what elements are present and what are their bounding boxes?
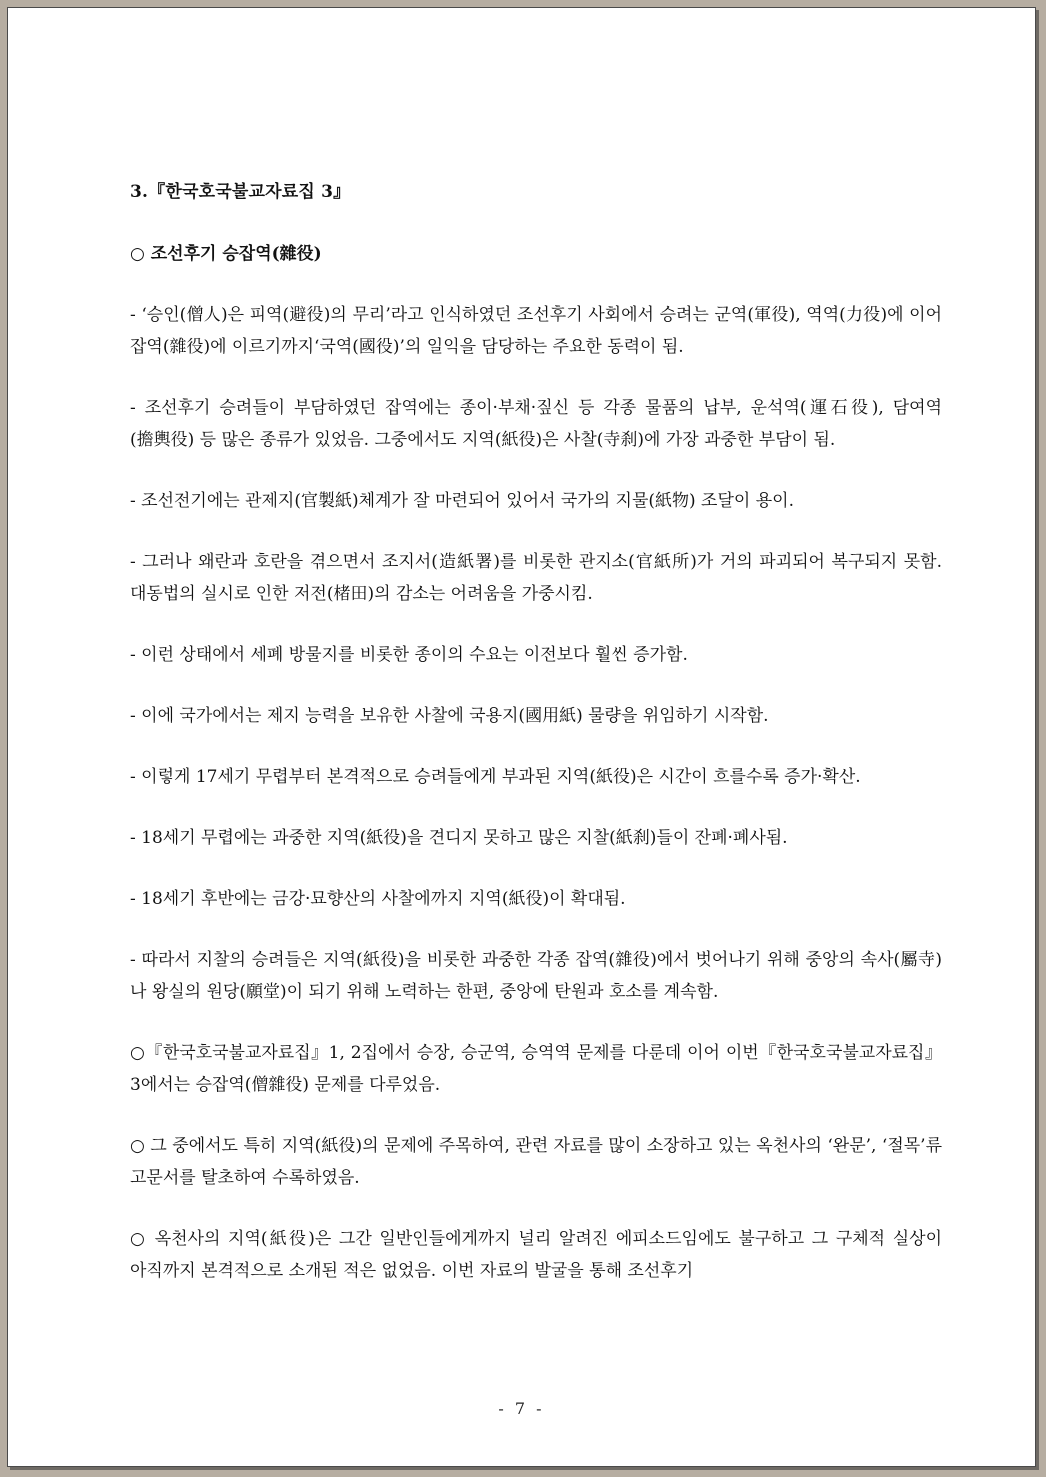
paragraph-10: - 따라서 지찰의 승려들은 지역(紙役)을 비롯한 과중한 각종 잡역(雜役)에서 벗어나기 위해 중앙의 속사(屬寺)나 왕실의 원당(願堂)이 되기 위해 노력하는 한편, 중앙에 탄원과 호소를 계속함. (130, 950, 942, 1002)
document-page (7, 7, 1036, 1467)
section-heading: 3.『한국호국불교자료집 3』 (130, 182, 351, 202)
paragraph-12: ○ 그 중에서도 특히 지역(紙役)의 문제에 주목하여, 관련 자료를 많이 소장하고 있는 옥천사의 ‘완문’, ‘절목’류 고문서를 탈초하여 수록하였음. (130, 1136, 942, 1188)
paragraph-5: - 이런 상태에서 세폐 방물지를 비롯한 종이의 수요는 이전보다 훨씬 증가함. (130, 645, 688, 665)
document-body (130, 176, 942, 1316)
paragraph-6: - 이에 국가에서는 제지 능력을 보유한 사찰에 국용지(國用紙) 물량을 위임하기 시작함. (130, 706, 769, 726)
paragraph-1: - ‘승인(僧人)은 피역(避役)의 무리’라고 인식하였던 조선후기 사회에서 승려는 군역(軍役), 역역(力役)에 이어 잡역(雜役)에 이르기까지‘국역(國役)’의 일익을 담당하는 주요한 동력이 됨. (130, 305, 942, 357)
paragraph-13: ○ 옥천사의 지역(紙役)은 그간 일반인들에게까지 널리 알려진 에피소드임에도 불구하고 그 구체적 실상이 아직까지 본격적으로 소개된 적은 없었음. 이번 자료의 발굴을 통해 조선후기 (130, 1229, 942, 1281)
paragraph-8: - 18세기 무렵에는 과중한 지역(紙役)을 견디지 못하고 많은 지찰(紙刹)들이 잔폐·폐사됨. (130, 828, 788, 848)
paragraph-9: - 18세기 후반에는 금강·묘향산의 사찰에까지 지역(紙役)이 확대됨. (130, 889, 626, 909)
section-subheading: ○ 조선후기 승잡역(雜役) (130, 244, 322, 264)
paragraph-11: ○『한국호국불교자료집』1, 2집에서 승장, 승군역, 승역역 문제를 다룬데 이어 이번『한국호국불교자료집』3에서는 승잡역(僧雜役) 문제를 다루었음. (130, 1043, 942, 1095)
paragraph-2: - 조선후기 승려들이 부담하였던 잡역에는 종이·부채·짚신 등 각종 물품의 납부, 운석역(運石役), 담여역(擔輿役) 등 많은 종류가 있었음. 그중에서도 지역(紙役)은 사찰(寺刹)에 가장 과중한 부담이 됨. (130, 398, 942, 450)
page-number: - 7 - (498, 1399, 545, 1418)
paragraph-7: - 이렇게 17세기 무렵부터 본격적으로 승려들에게 부과된 지역(紙役)은 시간이 흐를수록 증가·확산. (130, 767, 861, 787)
paragraph-4: - 그러나 왜란과 호란을 겪으면서 조지서(造紙署)를 비롯한 관지소(官紙所)가 거의 파괴되어 복구되지 못함. 대동법의 실시로 인한 저전(楮田)의 감소는 어려움을 가중시킴. (130, 552, 942, 604)
paragraph-3: - 조선전기에는 관제지(官製紙)체계가 잘 마련되어 있어서 국가의 지물(紙物) 조달이 용이. (130, 491, 794, 511)
